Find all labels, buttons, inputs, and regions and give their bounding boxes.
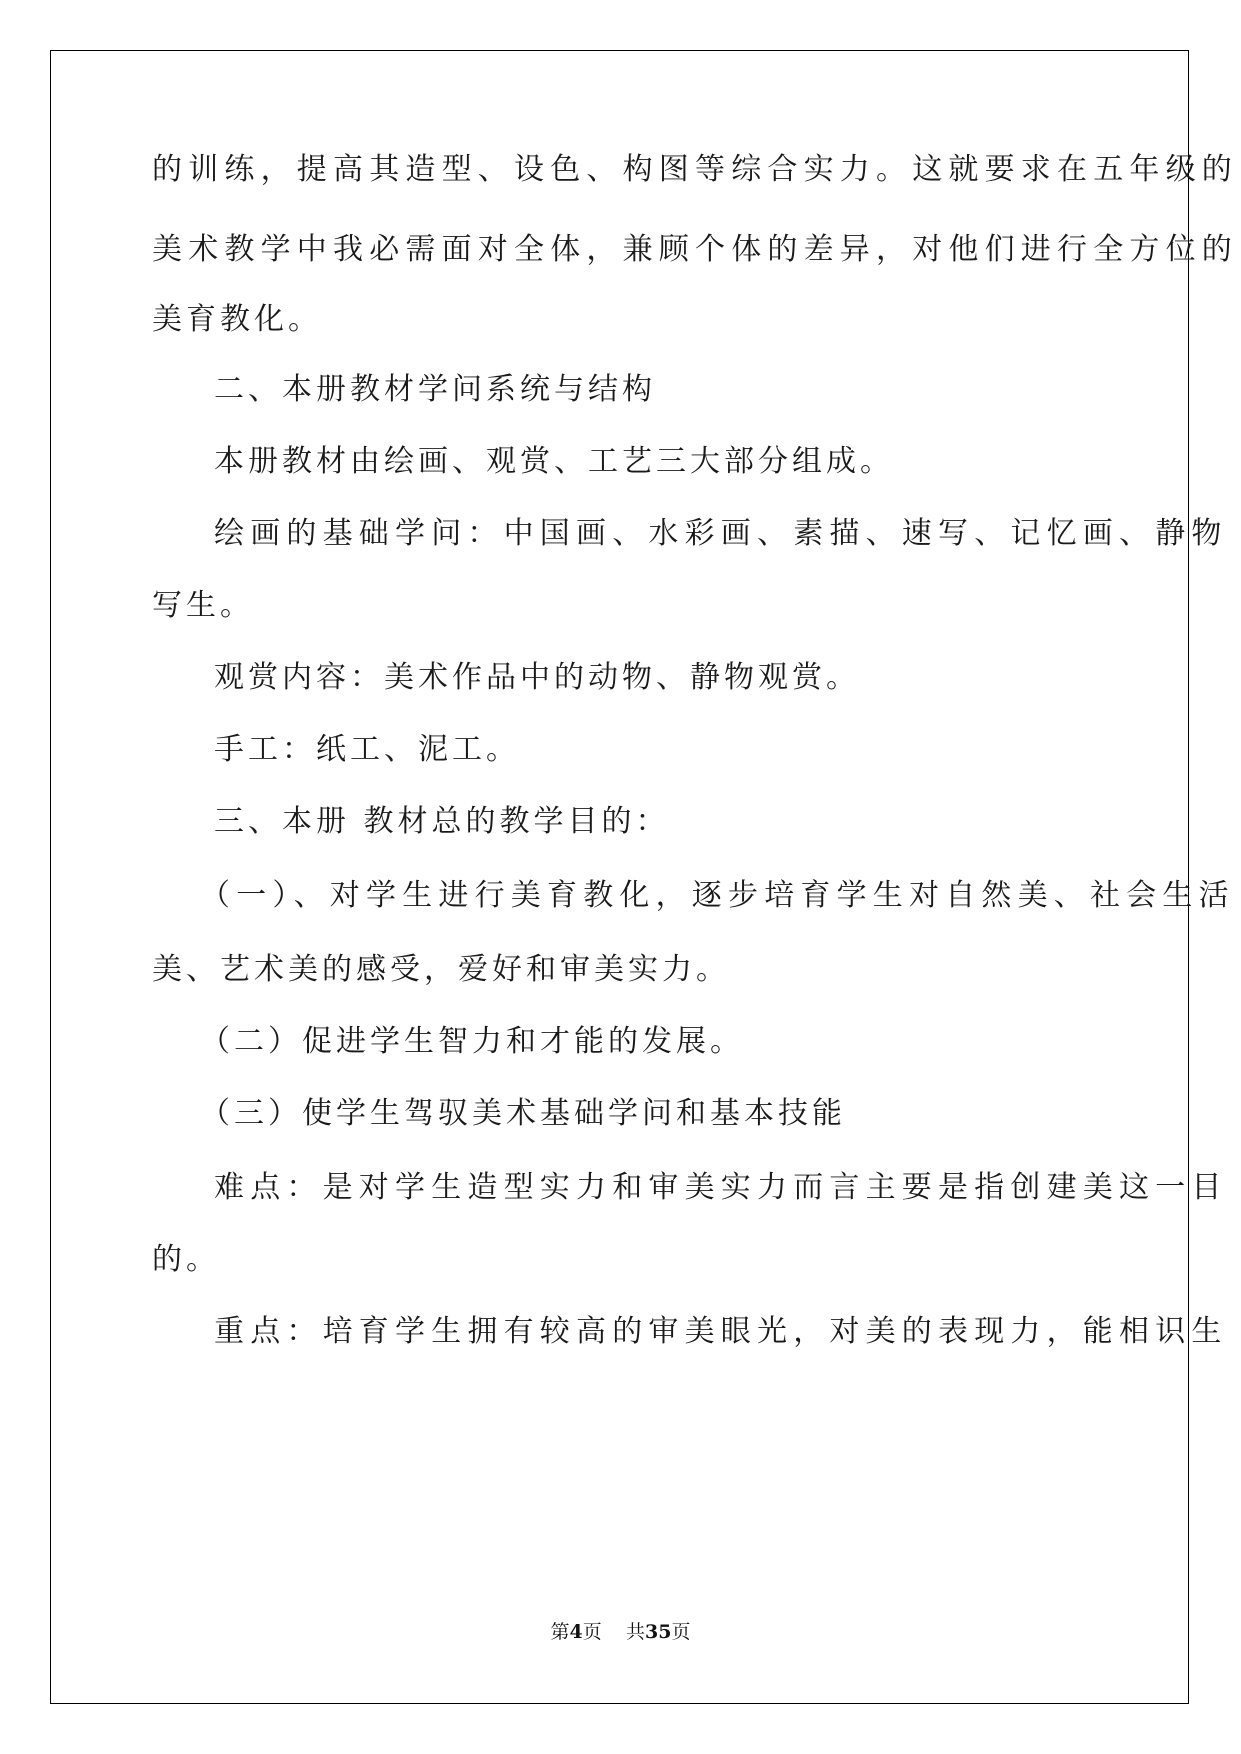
page-footer [0, 1620, 1241, 1644]
section-heading: 二、本册教材学问系统与结构 [214, 372, 656, 407]
body-text-line: （二）促进学生智力和才能的发展。 [200, 1024, 744, 1059]
body-text-line: （三）使学生驾驭美术基础学问和基本技能 [200, 1096, 846, 1131]
total-label-prefix: 共 [625, 1621, 645, 1643]
body-text-line: 难点：是对学生造型实力和审美实力而言主要是指创建美这一目 [214, 1170, 1228, 1205]
body-text-line: 重点：培育学生拥有较高的审美眼光，对美的表现力，能相识生 [214, 1314, 1228, 1349]
body-text-line: 美育教化。 [152, 302, 322, 337]
page-label-unit: 页 [582, 1621, 602, 1643]
body-text-line: 绘画的基础学问：中国画、水彩画、素描、速写、记忆画、静物 [214, 516, 1228, 551]
body-text-line: 美术教学中我必需面对全体，兼顾个体的差异，对他们进行全方位的 [152, 232, 1238, 267]
body-text-line: 手工：纸工、泥工。 [214, 732, 520, 767]
body-text-line: 的训练，提高其造型、设色、构图等综合实力。这就要求在五年级的 [152, 152, 1238, 187]
body-text-line: 观赏内容：美术作品中的动物、静物观赏。 [214, 660, 860, 695]
page-number: 4 [569, 1621, 583, 1643]
body-text-line: 写生。 [152, 588, 254, 623]
body-text-line: （一）、对学生进行美育教化，逐步培育学生对自然美、社会生活 [200, 878, 1235, 913]
body-text-line: 美、艺术美的感受，爱好和审美实力。 [152, 952, 730, 987]
section-heading: 三、本册 教材总的教学目的： [214, 804, 670, 839]
body-text-line: 本册教材由绘画、观赏、工艺三大部分组成。 [214, 444, 894, 479]
body-text-line: 的。 [152, 1242, 220, 1277]
total-label-unit: 页 [671, 1621, 691, 1643]
total-pages: 35 [644, 1621, 672, 1643]
page-label-prefix: 第 [550, 1621, 570, 1643]
